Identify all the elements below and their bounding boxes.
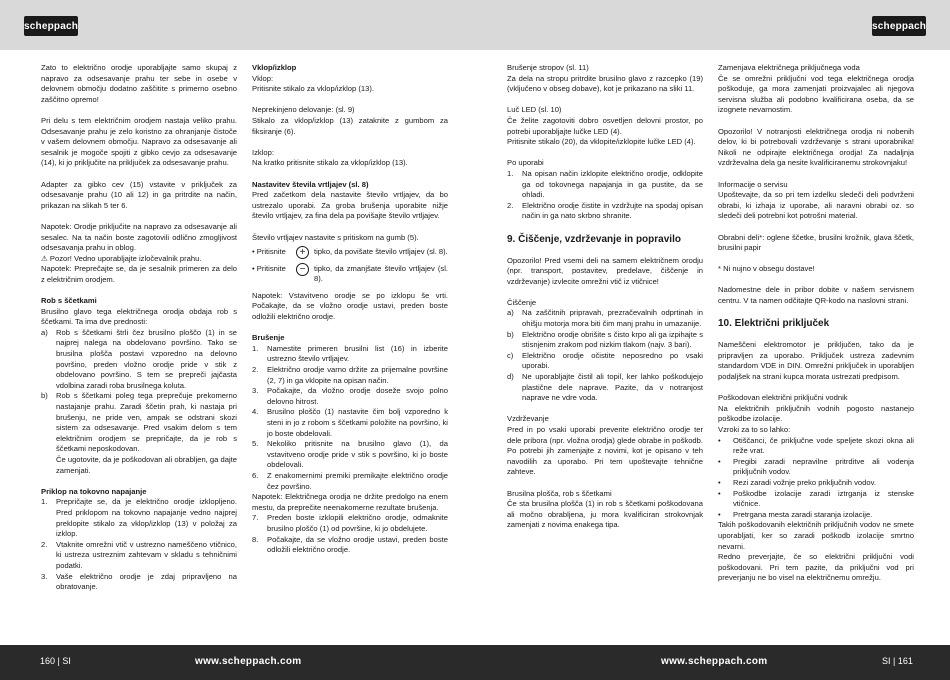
section-heading: Brusilna plošča, rob s ščetkami — [507, 488, 612, 498]
section-heading: Čiščenje — [507, 297, 537, 307]
note: Napotek: Električnega orodja ne držite predolgo na enem mestu, da preprečite neenakomerne rezultate brušenja. — [252, 492, 448, 512]
list-item: • Pretrgana mesta zaradi staranja izolacije. — [718, 509, 873, 519]
column-3 — [507, 63, 703, 542]
list-item: 8. Počakajte, da se vložno orodje ustavi, preden boste odložili električno orodje. — [252, 534, 448, 555]
minus-button-instruction: • Pritisnite − tipko, da zmanjšate število vrtljajev (sl. 8). — [252, 263, 448, 284]
footnote: * Ni nujno v obsegu dostave! — [718, 264, 815, 274]
website-link-left[interactable]: www.scheppach.com — [195, 656, 302, 667]
list-item: 2. Električno orodje varno držite za prijemalne površine (2, 7) in ga vklopite na opisan način. — [252, 365, 448, 385]
column-2 — [252, 63, 448, 566]
list-item: • Pregibi zaradi nepravilne pritrditve ali vodenja priključnih vodov. — [718, 456, 914, 477]
list-item: • Otiščanci, če priključne vode speljete skozi okna ali reže vrat. — [718, 435, 914, 456]
paragraph: Nadomestne dele in pribor dobite v našem servisnem centru. V ta namen odčitajte QR-kodo na naslovni strani. — [718, 285, 914, 306]
section-title: 9. Čiščenje, vzdrževanje in popravilo — [507, 233, 681, 245]
brand-logo-left: scheppach — [24, 16, 78, 36]
list-item: 1. Na opisan način izklopite električno orodje, odklopite ga od tokovnega napajanja in ga pustite, da se ohladi. — [507, 168, 703, 200]
paragraph: Adapter za gibko cev (15) vstavite v priključek za odsesavanje prahu (10 ali 12) in ga pritrdite na način, prikazan na slikah 5 ter 6. — [41, 179, 237, 210]
list-item: 1. Prepričajte se, da je električno orodje izklopljeno. Pred priklopom na tokovno napajanje vedno najprej preklopite stikalo za vklop/izklop (13) v položaj za izklop. — [41, 497, 237, 539]
paragraph: Takih poškodovanih električnih priključnih vodov ne smete uporabljati, ker so zaradi poškodb izolacije smrtno nevarni. — [718, 520, 914, 551]
list-item: 3. Vaše električno orodje je zdaj pripravljeno na obratovanje. — [41, 571, 237, 592]
list-item: 4. Brusilno ploščo (1) nastavite čim bolj vzporedno k steni in jo z robom s ščetkami položite na površino, ki jo boste obdelovali. — [252, 407, 448, 438]
section-heading: Priklop na tokovno napajanje — [41, 486, 147, 496]
note: Napotek: Vstavitveno orodje se po izklopu še vrti. Počakajte, da se vložno orodje ustavi, preden boste odložili električno orodje. — [252, 290, 448, 322]
paragraph: Upoštevajte, da so pri tem izdelku sledeči deli podvrženi obrabi, ki izhaja iz uporabe, ali naravni obrabi oz. so sledeči deli potrebni kot potrošni material. — [718, 190, 914, 221]
note: Napotek: Orodje priključite na napravo za odsesavanje ali sesalec. Na ta način boste zagotovili odlično zmogljivost odsesavanja prahu in oblog. — [41, 221, 237, 253]
list-item: 2. Električno orodje čistite in vzdržujte na spodaj opisan način in ga nato skrbno shranite. — [507, 200, 703, 221]
paragraph: Če se omrežni priključni vod tega električnega orodja poškoduje, ga mora zamenjati proizvajalec ali njegova servisna služba ali podobno kvalificirana oseba, da se izognete nevarnostim. — [718, 73, 914, 115]
paragraph: Stikalo za vklop/izklop (13) zataknite z gumbom za fiksiranje (6). — [252, 115, 448, 136]
paragraph: Luč LED (sl. 10) — [507, 105, 562, 115]
warning-note: ⚠ Pozor! Vedno uporabljajte izločevalnik prahu. — [41, 253, 202, 263]
list — [41, 328, 237, 476]
list-item: 5. Nekoliko pritisnite na brusilno glavo (1), da vstavitveno orodje pride v stik s površino, ki jo boste obdelovali. — [252, 439, 448, 470]
list-item: a) Na zaščitnih pripravah, prezračevalnih odprtinah in ohišju motorja mora biti čim manj prahu in umazanije. — [507, 308, 703, 329]
paragraph: Pritisnite stikalo za vklop/izklop (13). — [252, 84, 374, 94]
plus-button-instruction: • Pritisnite + tipko, da povišate število vrtljajev (sl. 8). — [252, 247, 448, 259]
paragraph: Število vrtljajev nastavite s pritiskom na gumb (5). — [252, 232, 419, 242]
paragraph: Izklop: — [252, 147, 274, 157]
section-heading: Poškodovan električni priključni vodnik — [718, 393, 848, 403]
paragraph: Za dela na stropu pritrdite brusilno glavo z razcepko (19) (vključeno v obseg dobave), kot je prikazano na sliki 11. — [507, 73, 703, 94]
paragraph: Če sta brusilna plošča (1) in rob s ščetkami poškodovana ali močno obrabljena, ju mora kvalificiran strokovnjak zamenjati z novima enakega tipa. — [507, 499, 703, 530]
paragraph: Pritisnite stikalo (20), da vklopite/izklopite lučke LED (4). — [507, 137, 696, 147]
paragraph: Če želite zagotoviti dobro osvetljen delovni prostor, po potrebi uporabljajte lučke LED (4). — [507, 115, 703, 136]
list-item: 1. Namestite primeren brusilni list (16) in izberite ustrezno število vrtljajev. — [252, 343, 448, 364]
paragraph: Nameščeni elektromotor je priključen, tako da je pripravljen za uporabo. Priključek ustreza zadevnim standardom VDE in DIN. Omrežni priključek in uporabljen podaljšek na strani kupca morata ustrezati predpisom. — [718, 340, 914, 382]
page-number-left: 160 | SI — [40, 656, 71, 666]
paragraph: Brušenje stropov (sl. 11) — [507, 63, 589, 72]
paragraph: Vzroki za to so lahko: — [718, 425, 791, 434]
section-heading: Informacije o servisu — [718, 179, 788, 189]
paragraph: Obrabni deli*: oglene ščetke, brusilni krožnik, glava ščetk, brusilni papir — [718, 232, 914, 253]
list-item: 3. Počakajte, da vložno orodje doseže svojo polno delovno hitrost. — [252, 386, 448, 406]
paragraph: Na kratko pritisnite stikalo za vklop/izklop (13). — [252, 158, 408, 168]
column-4 — [718, 63, 914, 595]
section-heading: Zamenjava električnega priključnega voda — [718, 63, 860, 72]
section-title: 10. Električni priključek — [718, 318, 830, 330]
section-heading: Nastavitev števila vrtljajev (sl. 8) — [252, 179, 369, 189]
warning-note: Opozorilo! Pred vsemi deli na samem električnem orodju (npr. transport, postavitev, predelave, čiščenje in vzdrževanje) izvlecite omrežni vtič iz vtičnice! — [507, 255, 703, 286]
list — [252, 513, 448, 555]
list — [507, 308, 703, 403]
footer-bar — [0, 645, 950, 680]
paragraph: Na električnih priključnih vodnih pogosto nastanejo poškodbe izolacije. — [718, 403, 914, 424]
list-item: 6. Z enakomernimi premiki premikajte električno orodje čez površino. — [252, 470, 448, 491]
column-1 — [41, 63, 237, 603]
list-item: • Rezi zaradi vožnje preko priključnih vodov. — [718, 477, 876, 487]
page-number-right: SI | 161 — [882, 656, 913, 666]
paragraph: Neprekinjeno delovanje: (sl. 9) — [252, 105, 355, 115]
list — [718, 436, 914, 521]
section-heading: Vklop/izklop — [252, 63, 297, 72]
website-link-right[interactable]: www.scheppach.com — [661, 656, 768, 667]
brand-logo-right: scheppach — [872, 16, 926, 36]
list-item: b) Električno orodje obrišite s čisto krpo ali ga izpihajte s stisnjenim zrakom pod nizkim tlakom (najv. 3 bari). — [507, 329, 703, 350]
warning-note: Opozorilo! V notranjosti električnega orodja ni nobenih delov, ki bi potrebovali vzdrževanje s strani uporabnika! Nikoli ne odpirajte električnega orodja! Za nadaljnja vzdrževalna dela ga nesite kvalificiranemu strokovnjaku! — [718, 126, 914, 168]
paragraph: Zato to električno orodje uporabljajte samo skupaj z napravo za odsesavanje prahu ter sebe in osebe v delovnem območju dodatno zaščitite s primerno osebno zaščitno opremo! — [41, 63, 237, 104]
list — [41, 497, 237, 592]
section-heading: Vzdrževanje — [507, 414, 549, 424]
paragraph: Pred in po vsaki uporabi preverite električno orodje ter dele pribora (npr. vložna orodja) glede obrabe in poškodb. Po potrebi jih zamenjajte z novimi, kot je opisano v teh navodilih za uporabo. Pri tem upoštevajte tehnične zahteve. — [507, 425, 703, 477]
list — [252, 344, 448, 492]
list-item: 7. Preden boste izklopili električno orodje, odmaknite brusilno ploščo (1) od površine, ki jo obdelujete. — [252, 513, 448, 533]
paragraph: Redno preverjajte, če so električni priključni vodi poškodovani. Pri tem pazite, da priključni vod pri preverjanju ne bo visel na električnemu omrežju. — [718, 552, 914, 583]
paragraph: Vklop: — [252, 73, 274, 83]
list-item: d) Ne uporabljajte čistil ali topil, ker lahko poškodujejo plastične dele naprave. Pazite, da v notranjost naprave ne vdre voda. — [507, 372, 703, 403]
list-item: c) Električno orodje očistite neposredno po vsaki uporabi. — [507, 350, 703, 371]
list — [507, 169, 703, 222]
section-heading: Rob s ščetkami — [41, 296, 97, 306]
paragraph: Pri delu s tem električnim orodjem nastaja veliko prahu. Odsesavanje prahu je zelo koristno za ohranjanje čistoče v vašem delovnem območju. Napravo za odsesavanje ali sesalnik je mogoče spojiti z gibko cevjo za odsesavanje (14), ki jo priključite na priključek za odsesavanje prahu. — [41, 115, 237, 168]
paragraph: Brusilno glavo tega električnega orodja obdaja rob s ščetkami. Ta ima dve prednosti: — [41, 306, 237, 327]
list-item: 2. Vtaknite omrežni vtič v ustrezno nameščeno vtičnico, ki ustreza ustreznim zahtevam v skladu s tehničnimi podatki. — [41, 539, 237, 570]
header-bar — [0, 0, 950, 50]
minus-icon: − — [296, 263, 309, 276]
section-heading: Po uporabi — [507, 158, 544, 168]
list-item: Če ugotovite, da je poškodovan ali obrabljen, ga dajte zamenjati. — [56, 454, 237, 475]
paragraph: Pred začetkom dela nastavite število vrtljajev, da bo ustrezalo uporabi. Za groba brušenja uporabite nižje število vrtljajev, za fina dela pa povišajte število vrtljajev. — [252, 190, 448, 221]
list-item: • Poškodbe izolacije zaradi iztrganja iz stenske vtičnice. — [718, 488, 914, 509]
list-item: b) Rob s ščetkami poleg tega preprečuje prekomerno nastajanje prahu. Zaradi ščetin prah, ki nastaja pri brušenju, ne pride ven, ampak se odstrani skozi sistem za odsesavanje. Pred vsakim delom s tem električnim orodjem se prepričajte, da je rob s ščetkami neposkodovan. — [41, 391, 237, 454]
list-item: a) Rob s ščetkami štrli čez brusilno ploščo (1) in se najprej nalega na obdelovano površino. Tako se brusilna plošča postavi vzporedno na delovno površino, preden vložno orodje pride v stik z obdelovano površino. S tem se prepreči jajčasta vdolbina zaradi roba brusilnega koluta. — [41, 327, 237, 390]
note: Napotek: Preprečajte se, da je sesalnik primeren za delo z električnim orodjem. — [41, 264, 237, 284]
plus-icon: + — [296, 246, 309, 259]
section-heading: Brušenje — [252, 333, 285, 343]
